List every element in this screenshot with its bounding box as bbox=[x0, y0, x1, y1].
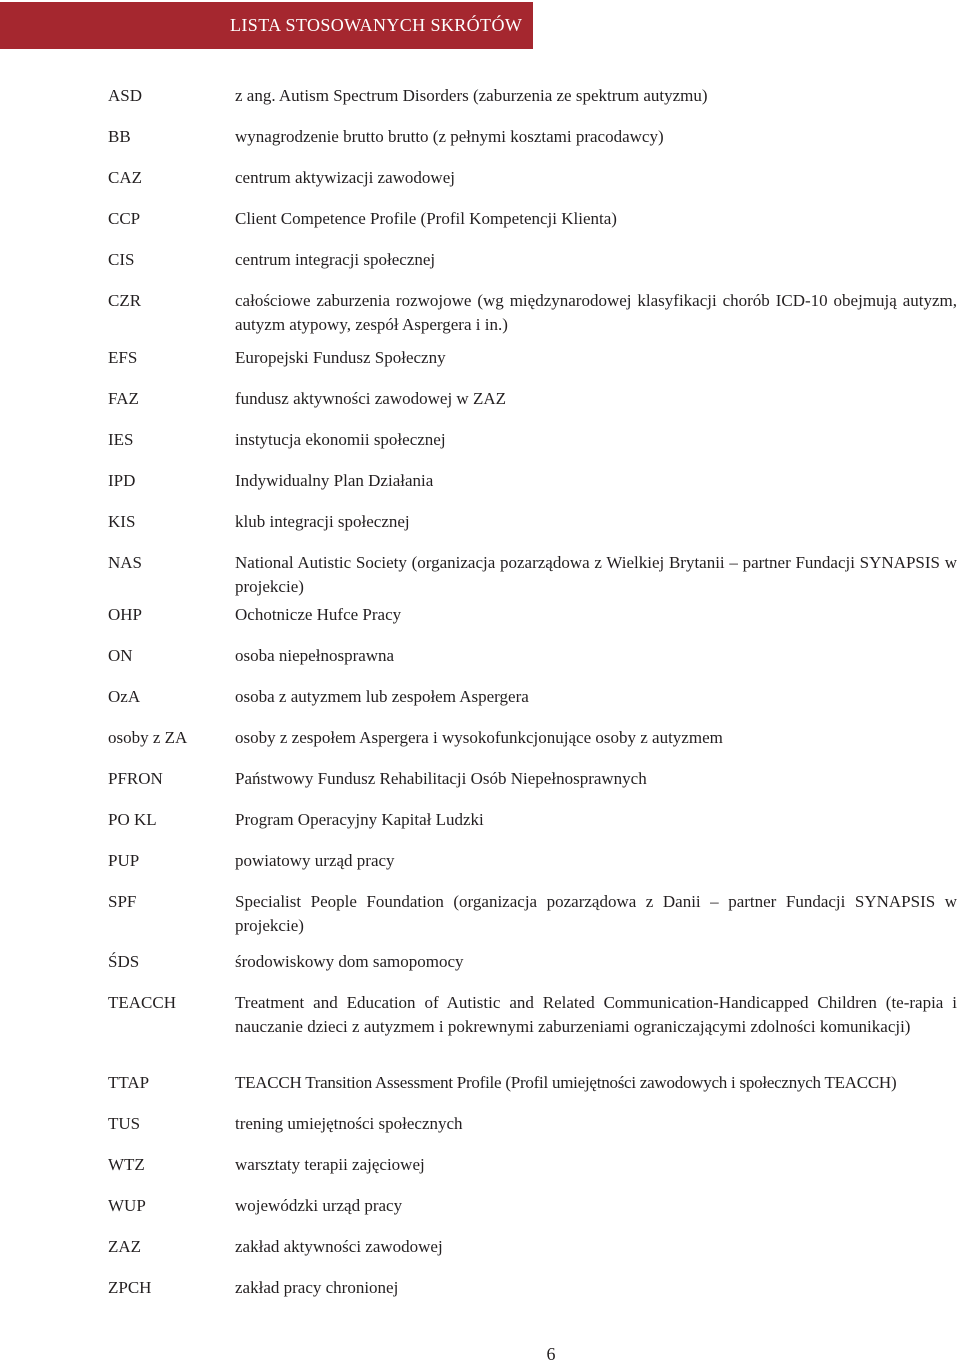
abbreviation-definition: National Autistic Society (organizacja pozarządowa z Wielkiej Brytanii – partner Fundacji SYNAPSIS w projekcie) bbox=[235, 553, 957, 596]
abbreviation-definition: Client Competence Profile (Profil Kompetencji Klienta) bbox=[235, 209, 617, 228]
abbreviation: CIS bbox=[108, 250, 135, 269]
abbreviation-definition: fundusz aktywności zawodowej w ZAZ bbox=[235, 389, 506, 408]
abbreviation: EFS bbox=[108, 348, 138, 367]
abbreviation-definition: instytucja ekonomii społecznej bbox=[235, 430, 446, 449]
abbreviation: TTAP bbox=[108, 1073, 150, 1092]
abbreviation: ZAZ bbox=[108, 1237, 142, 1256]
abbreviation: KIS bbox=[108, 512, 136, 531]
abbreviation-definition: centrum integracji społecznej bbox=[235, 250, 436, 269]
abbreviation-definition: osoba niepełnosprawna bbox=[235, 646, 395, 665]
abbreviation-definition: centrum aktywizacji zawodowej bbox=[235, 168, 455, 187]
abbreviation: PUP bbox=[108, 851, 140, 870]
abbreviation-definition: zakład aktywności zawodowej bbox=[235, 1237, 443, 1256]
abbreviation: osoby z ZA bbox=[108, 728, 188, 747]
abbreviation: PFRON bbox=[108, 769, 163, 788]
abbreviation-definition: osoby z zespołem Aspergera i wysokofunkcjonujące osoby z autyzmem bbox=[235, 728, 723, 747]
abbreviation-definition: TEACCH Transition Assessment Profile (Profil umiejętności zawodowych i społecznych TEACCH) bbox=[235, 1073, 897, 1092]
abbreviation: ŚDS bbox=[108, 952, 140, 971]
abbreviation: PO KL bbox=[108, 810, 157, 829]
abbreviation-definition: Treatment and Education of Autistic and Related Communication-Handicapped Children (te-rapia i nauczanie dzieci z autyzmem i pokrewnymi zaburzeniami ograniczającymi zdolności komunikacji) bbox=[235, 993, 957, 1036]
abbreviation: FAZ bbox=[108, 389, 139, 408]
abbreviation: ASD bbox=[108, 86, 143, 105]
abbreviation-definition: z ang. Autism Spectrum Disorders (zaburzenia ze spektrum autyzmu) bbox=[235, 86, 708, 105]
abbreviation-definition: Indywidualny Plan Działania bbox=[235, 471, 434, 490]
abbreviation-definition: Program Operacyjny Kapitał Ludzki bbox=[235, 810, 484, 829]
abbreviation-definition: Ochotnicze Hufce Pracy bbox=[235, 605, 402, 624]
abbreviation-definition: wojewódzki urząd pracy bbox=[235, 1196, 403, 1215]
abbreviation-definition: zakład pracy chronionej bbox=[235, 1278, 399, 1297]
abbreviation-definition: warsztaty terapii zajęciowej bbox=[235, 1155, 425, 1174]
abbreviation: OHP bbox=[108, 605, 143, 624]
abbreviation: IPD bbox=[108, 471, 136, 490]
page-number: 6 bbox=[546, 1344, 556, 1364]
abbreviation: NAS bbox=[108, 553, 143, 572]
abbreviation-definition: powiatowy urząd pracy bbox=[235, 851, 395, 870]
section-title: LISTA STOSOWANYCH SKRÓTÓW bbox=[230, 15, 523, 35]
abbreviation-definition: trening umiejętności społecznych bbox=[235, 1114, 463, 1133]
abbreviation: CAZ bbox=[108, 168, 142, 187]
abbreviation: WTZ bbox=[108, 1155, 145, 1174]
abbreviation: BB bbox=[108, 127, 131, 146]
abbreviation: CZR bbox=[108, 291, 142, 310]
abbreviation: TUS bbox=[108, 1114, 141, 1133]
abbreviation: OzA bbox=[108, 687, 141, 706]
abbreviation: IES bbox=[108, 430, 134, 449]
abbreviation: ZPCH bbox=[108, 1278, 152, 1297]
abbreviation-definition: całościowe zaburzenia rozwojowe (wg międzynarodowej klasyfikacji chorób ICD-10 obejmują autyzm, autyzm atypowy, zespół Aspergera i in.) bbox=[235, 291, 957, 334]
abbreviation: ON bbox=[108, 646, 133, 665]
abbreviation-definition: Europejski Fundusz Społeczny bbox=[235, 348, 446, 367]
abbreviation-definition: środowiskowy dom samopomocy bbox=[235, 952, 464, 971]
abbreviation-definition: Państwowy Fundusz Rehabilitacji Osób Niepełnosprawnych bbox=[235, 769, 647, 788]
abbreviation: CCP bbox=[108, 209, 141, 228]
abbreviation-definition: wynagrodzenie brutto brutto (z pełnymi kosztami pracodawcy) bbox=[235, 127, 664, 146]
abbreviation: SPF bbox=[108, 892, 137, 911]
abbreviation-definition: Specialist People Foundation (organizacja pozarządowa z Danii – partner Fundacji SYNAPSIS w projekcie) bbox=[235, 892, 957, 935]
abbreviation: TEACCH bbox=[108, 993, 176, 1012]
abbreviation-definition: osoba z autyzmem lub zespołem Aspergera bbox=[235, 687, 529, 706]
abbreviation: WUP bbox=[108, 1196, 146, 1215]
abbreviation-definition: klub integracji społecznej bbox=[235, 512, 410, 531]
